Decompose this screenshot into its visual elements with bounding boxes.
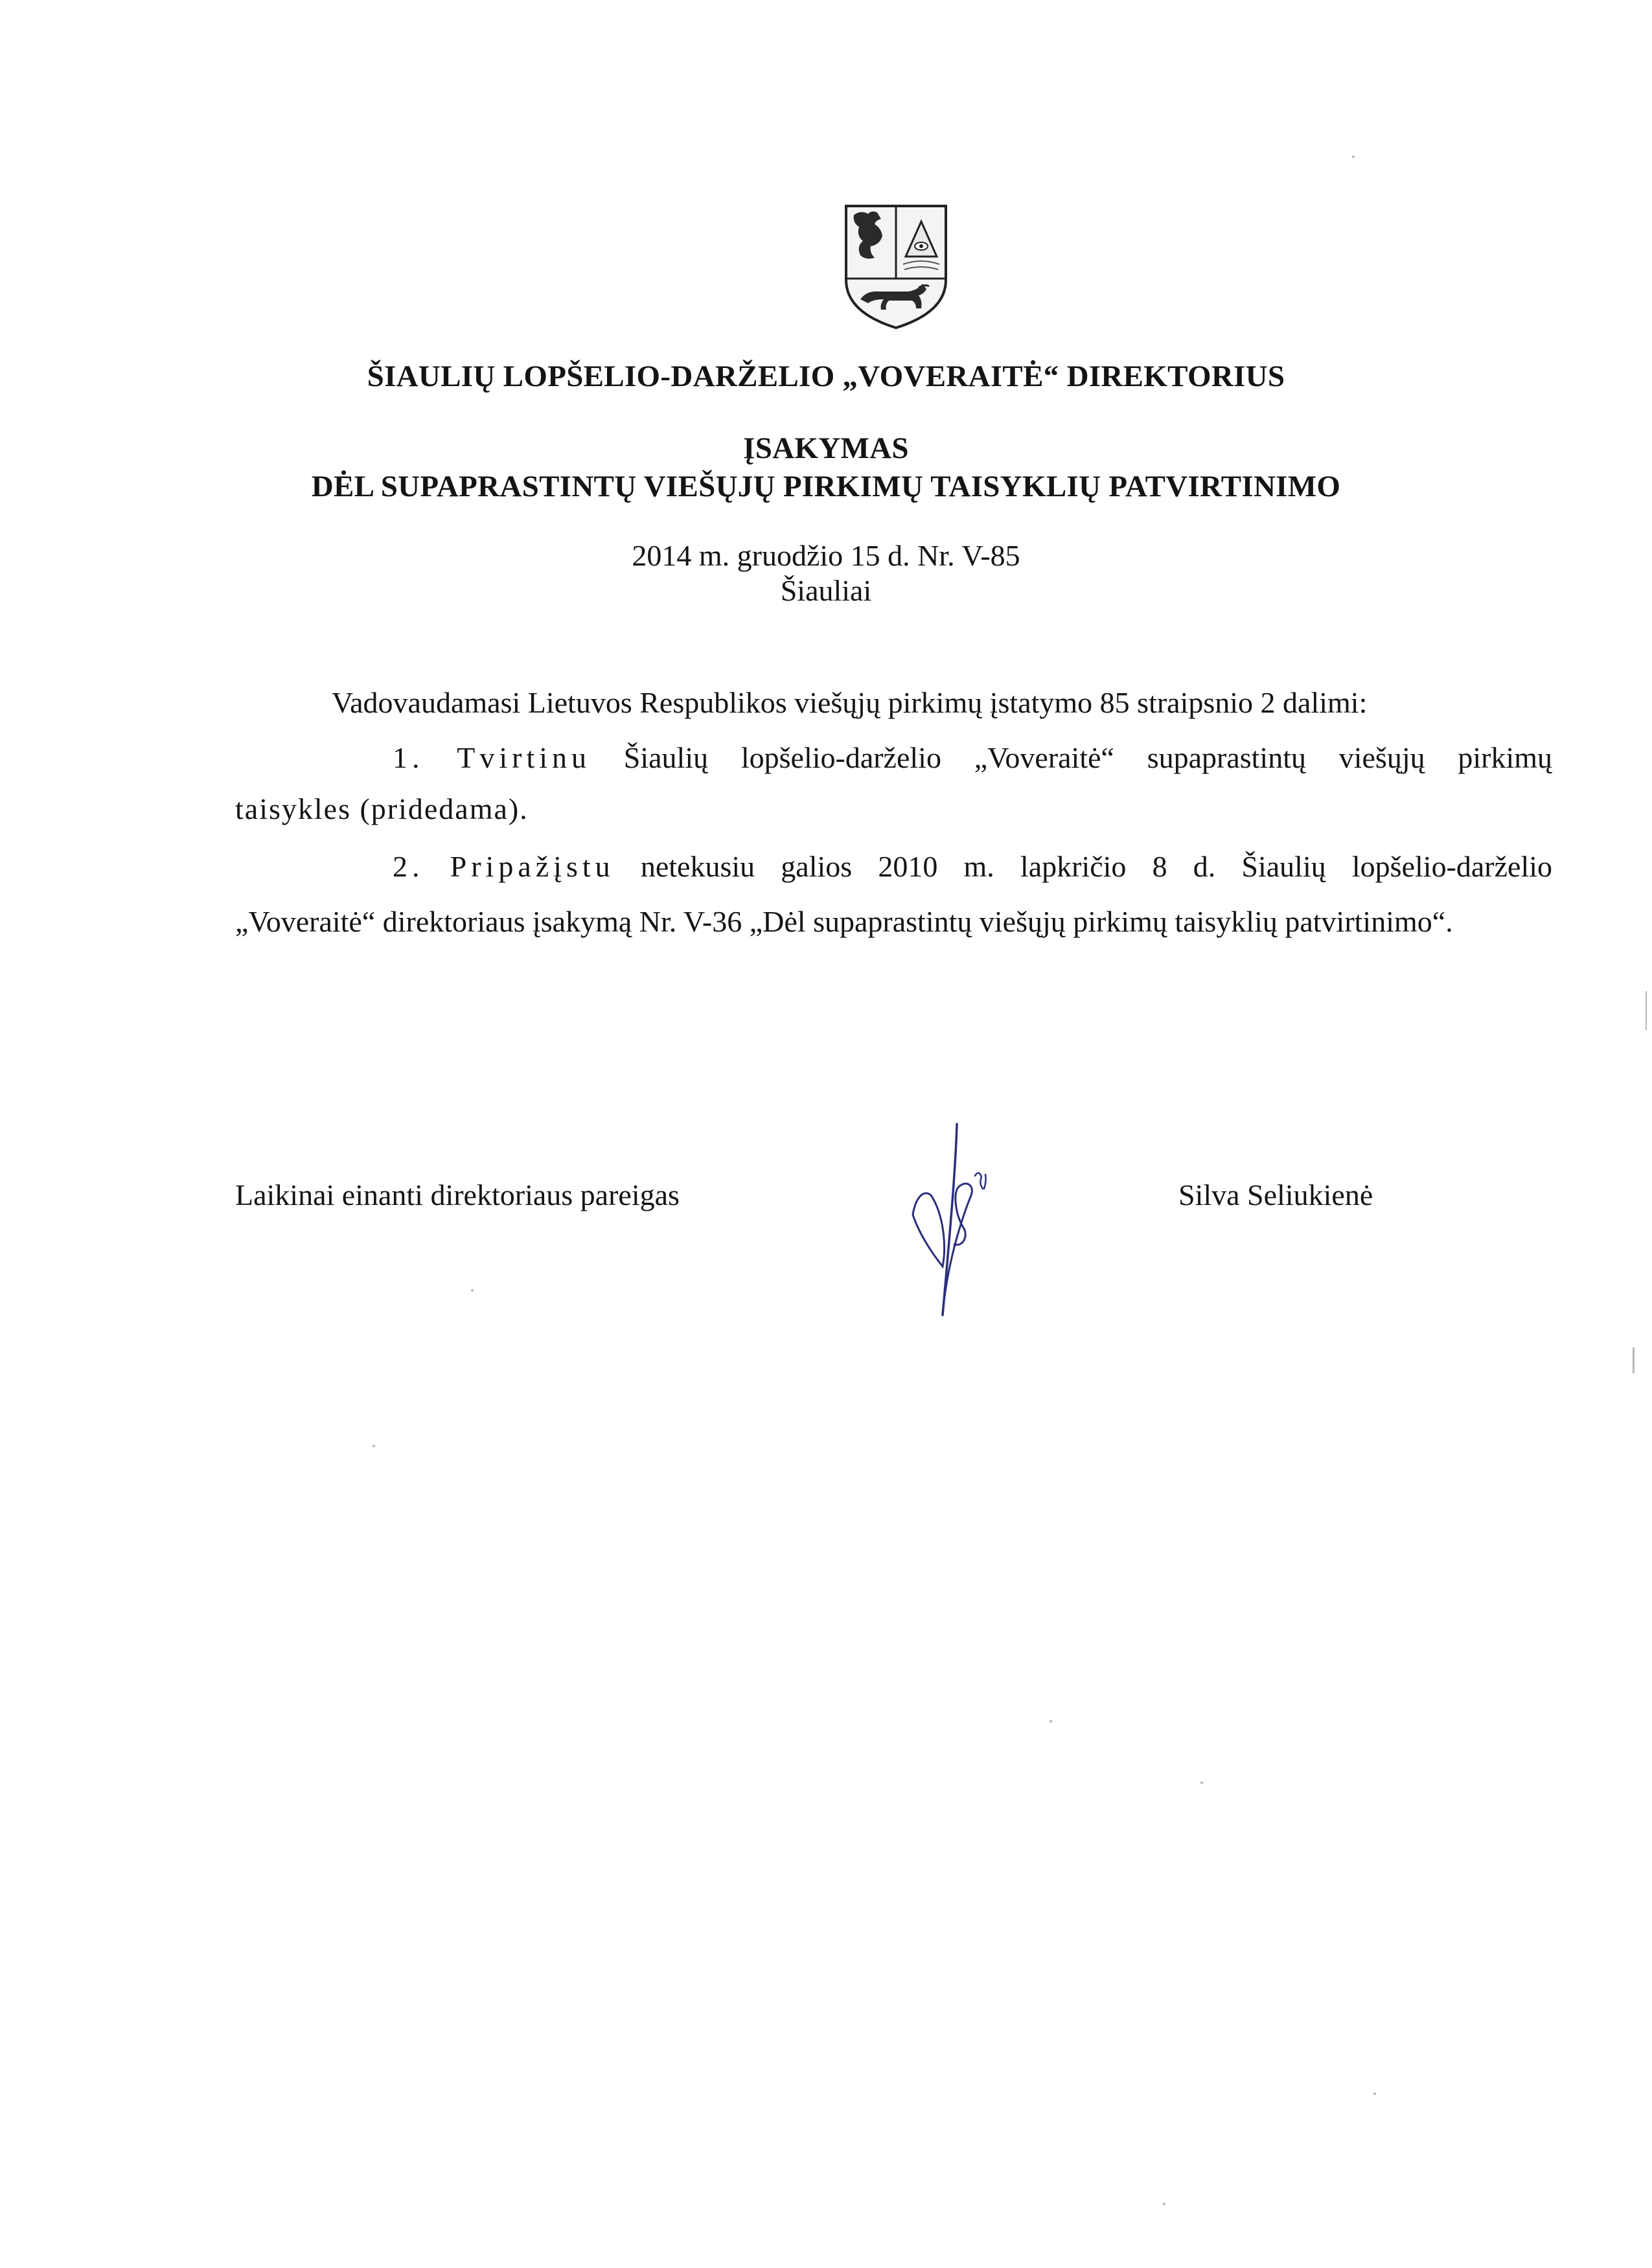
place: Šiauliai [780,574,872,607]
date-and-number: 2014 m. gruodžio 15 d. Nr. V-85 [632,539,1020,572]
handwritten-signature-icon [904,1117,1020,1325]
scan-speck [471,1289,474,1292]
scan-speck [1200,1781,1203,1784]
scan-speck [1050,1720,1052,1723]
item-1-first-line [393,740,1552,775]
institution-title: ŠIAULIŲ LOPŠELIO-DARŽELIO „VOVERAITĖ“ DIREKTORIUS [367,360,1285,393]
scan-speck [373,1445,375,1447]
signer-name: Silva Seliukienė [1178,1178,1373,1211]
scan-speck [1373,2092,1376,2095]
document-type: ĮSAKYMAS [743,431,909,465]
item-1-second-line: taisykles (pridedama). [235,792,529,825]
scan-speck [1352,155,1355,158]
item-2-text: netekusiu galios 2010 m. lapkričio 8 d. Šiaulių lopšelio-darželio [640,850,1553,883]
scan-speck [1633,1347,1635,1373]
item-1-text: Šiaulių lopšelio-darželio „Voveraitė“ supaprastintų viešųjų pirkimų [623,741,1553,774]
item-2-number: 2. [393,850,424,883]
item-1-verb: Tvirtinu [457,741,591,774]
scan-speck [1646,991,1647,1030]
preamble: Vadovaudamasi Lietuvos Respublikos viešųjų pirkimų įstatymo 85 straipsnio 2 dalimi: [332,686,1368,719]
item-2-second-line: „Voveraitė“ direktoriaus įsakymą Nr. V-36 „Dėl supaprastintų viešųjų pirkimų taisyklių patvirtinimo“. [235,905,1453,938]
item-2-verb: Pripažįstu [450,850,615,883]
scan-speck [1163,2203,1165,2205]
item-1-number: 1. [393,741,424,774]
signer-position: Laikinai einanti direktoriaus pareigas [235,1178,680,1211]
item-2-first-line [393,849,1552,884]
document-subject: DĖL SUPAPRASTINTŲ VIEŠŲJŲ PIRKIMŲ TAISYKLIŲ PATVIRTINIMO [311,470,1341,503]
coat-of-arms-icon [841,202,951,332]
